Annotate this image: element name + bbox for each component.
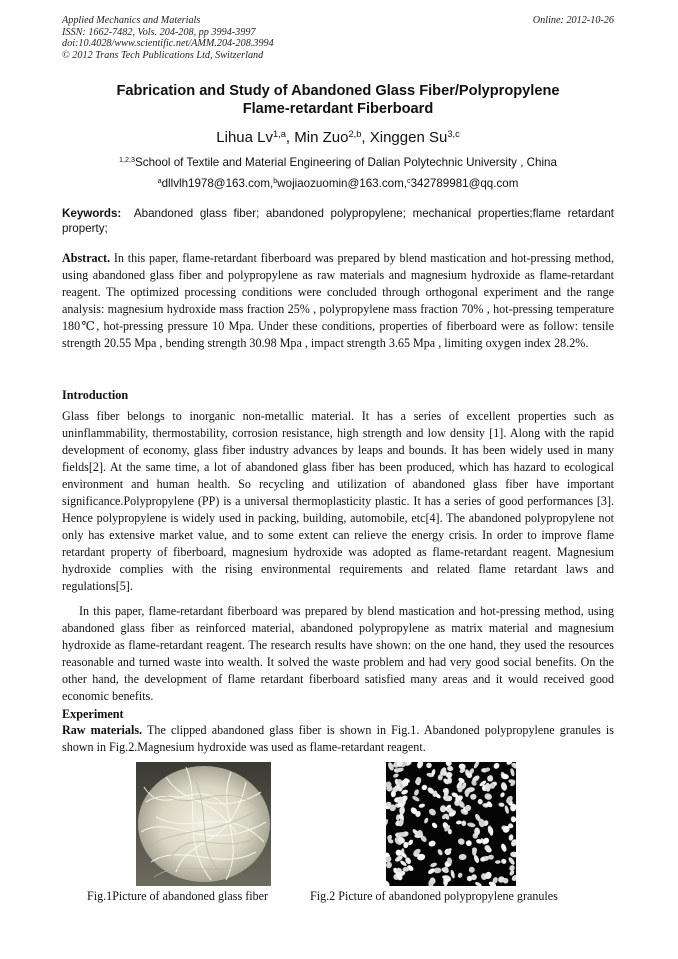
section-heading-introduction: Introduction [62,388,129,402]
online-date: Online: 2012-10-26 [532,15,614,26]
email-sup: a [157,176,162,186]
email-list [62,177,614,191]
email-link[interactable]: 342789981@qq.com [410,177,519,190]
glass-fiber-photo [136,762,271,886]
author-sup: 2,b [348,128,362,139]
polypropylene-granules-photo [386,762,516,886]
email-sup: b [273,176,278,186]
abstract-text: In this paper, flame-retardant fiberboard was prepared by blend mastication and hot-pressing method, using abandoned glass fiber and polypropylene as raw materials and magnesium hydroxide as flame-retardant reagent. The optimized processing conditions were concluded through orthogonal experiment and the range analysis: magnesium hydroxide mass fraction 25% , polypropylene mass fraction 70% , hot-pressing temperature 180℃, hot-pressing pressure 10 Mpa. Under these conditions, properties of fiberboard were as follow: tensile strength 20.55 Mpa , bending strength 30.98 Mpa , impact strength 3.65 Mpa , limiting oxygen index 28.2%. [62,251,614,350]
intro-paragraph-2: In this paper, flame-retardant fiberboard was prepared by blend mastication and hot-pressing method, using abandoned glass fiber as reinforced material, abandoned polypropylene as matrix material and magnesium hydroxide as flame-retardant reagent. The research results have shown: on the one hand, they used the resources reasonable and turned waste into wealth. It solved the waste problem and had very good social benefits. On the other hand, the development of flame retardant fiberboard satisfied many areas and it would received good economic benefits. [62,604,614,703]
title-line-2: Flame-retardant Fiberboard [242,101,434,117]
author-list: Lihua Lv$^{1,a}$, Min Zuo$^{2,b}$, Xinggen Su$^{3,c}$ [216,128,460,146]
author-name: Min Zuo [294,129,349,146]
raw-materials-paragraph [62,722,614,756]
keywords-text: Abandoned glass fiber; abandoned polypropylene; mechanical properties;flame retardant property; [62,207,614,235]
doi-line: doi:10.4028/www.scientific.net/AMM.204-208.3994 [62,38,274,49]
copyright-line: © 2012 Trans Tech Publications Ltd, Switzerland [62,49,264,61]
abstract [62,250,614,352]
journal-name: Applied Mechanics and Materials [62,15,201,26]
author-sup: 3,c [447,128,460,139]
keywords [62,206,614,236]
keywords-label: Keywords: [62,207,122,220]
issn-line: ISSN: 1662-7482, Vols. 204-208, pp 3994-3997 [62,26,256,38]
raw-materials-label: Raw materials. [62,723,143,737]
figure-2-caption: Fig.2 Picture of abandoned polypropylene granules [310,889,558,903]
affiliation-text: School of Textile and Material Engineering of Dalian Polytechnic University , China [135,156,557,169]
author-name: Xinggen Su [369,129,448,146]
email-sup: c [406,176,411,186]
affiliation [62,156,614,170]
title-line-1: Fabrication and Study of Abandoned Glass Fiber/Polypropylene [116,83,560,99]
section-heading-experiment: Experiment [62,707,124,721]
raw-materials-text: The clipped abandoned glass fiber is shown in Fig.1. Abandoned polypropylene granules is shown in Fig.2.Magnesium hydroxide was used as flame-retardant reagent. [62,723,615,754]
email-link[interactable]: wojiaozuomin@163.com, [277,177,407,190]
email-link[interactable]: dllvlh1978@163.com, [161,177,274,190]
journal-header [62,15,274,61]
paper-title [62,82,614,118]
abstract-label: Abstract. [62,251,111,265]
figure-1-caption: Fig.1Picture of abandoned glass fiber [87,889,269,903]
intro-paragraph-1: Glass fiber belongs to inorganic non-metallic material. It has a series of excellent properties such as uninflammability, thermostability, corrosion resistance, high strength and low density [1]. Along with the rapid development of economy, glass fiber industry advances by leaps and bounds. It has been widely used in many fields[2]. At the same time, a lot of abandoned glass fiber has been produced, which has hazard to ecological environment and human health. So recycling and utilization of abandoned glass fiber have important significance.Polypropylene (PP) is a universal thermoplasticity plastic. It has a series of good performances [3]. Hence polypropylene is widely used in packing, building, automobile, etc[4]. The abandoned polypropylene not only has extensive market value, and to some extent can relieve the energy crisis. In order to improve flame retardant property of fiberboard, magnesium hydroxide was adopted as flame-retardant reagent. Magnesium hydroxide complies with the rising environmental requirements and related flame retardant laws and regulations[5]. [62,409,614,593]
author-sup: 1,a [272,128,286,139]
author-name: Lihua Lv [216,129,273,146]
affiliation-sup: 1,2,3 [119,155,136,165]
